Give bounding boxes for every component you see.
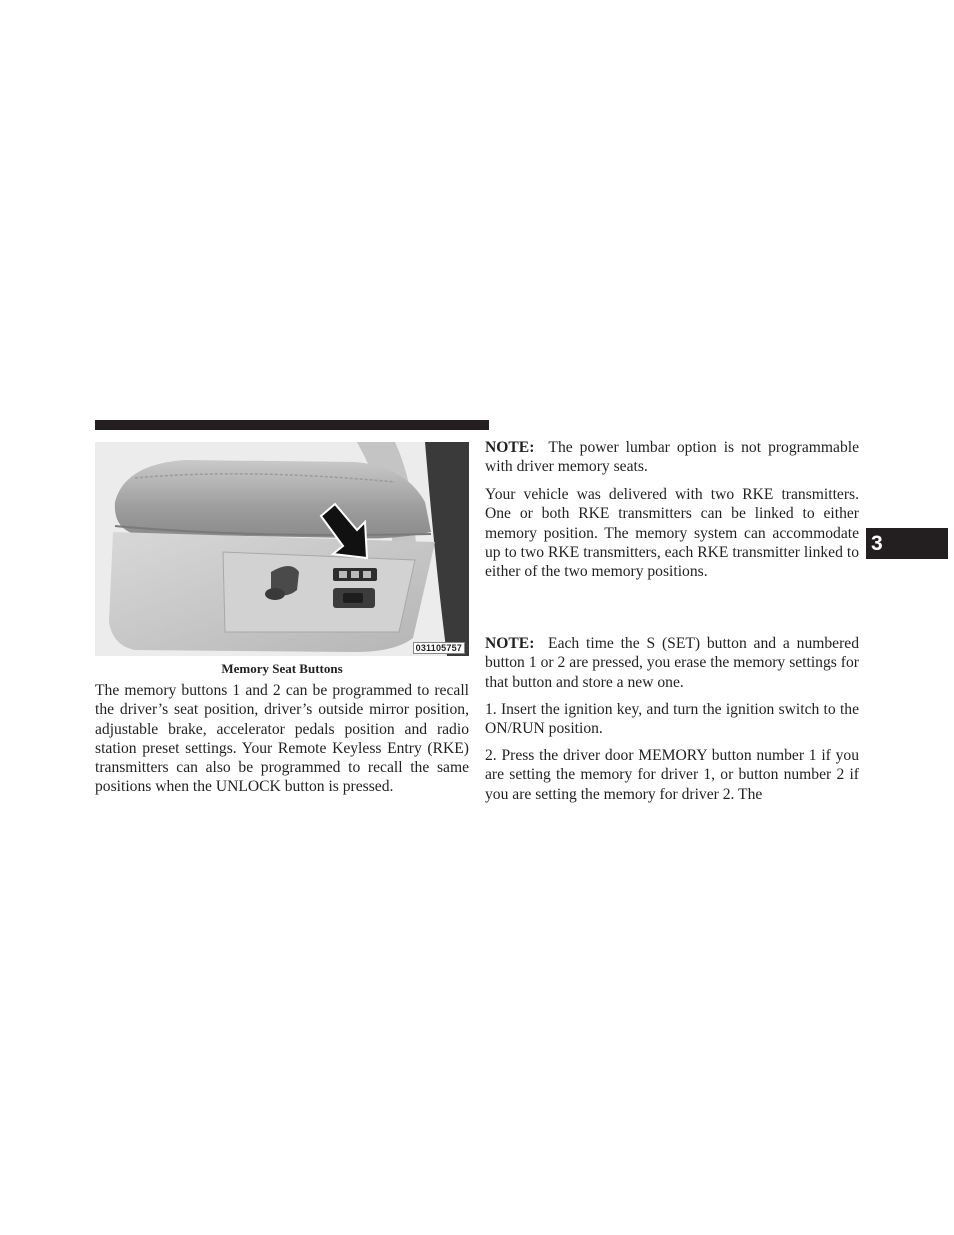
note-label: NOTE: (485, 635, 535, 652)
figure-caption: Memory Seat Buttons (221, 661, 343, 676)
seat-illustration (95, 442, 469, 656)
note-text: The power lumbar option is not programmable with driver memory seats. (485, 439, 859, 476)
memory-seat-figure (95, 442, 469, 656)
note-label: NOTE: (485, 439, 535, 456)
note-text: Each time the S (SET) button and a numbered button 1 or 2 are pressed, you erase the memory settings for that button and store a new one. (485, 635, 859, 691)
step-2: 2. Press the driver door MEMORY button number 1 if you are setting the memory for driver 1, or button number 2 if you are setting the memory for driver 2. The (485, 747, 859, 803)
note-set-button (485, 634, 859, 692)
figure-code: 031105757 (413, 642, 465, 654)
chapter-tab: 3 (866, 528, 948, 559)
rke-paragraph: Your vehicle was delivered with two RKE transmitters. One or both RKE transmitters can be linked to either memory position. The memory system can accommodate up to two RKE transmitters, each RKE transmitter linked to either of the two memory positions. (485, 486, 859, 581)
step-1: 1. Insert the ignition key, and turn the ignition switch to the ON/RUN position. (485, 701, 859, 738)
note-lumbar (485, 438, 859, 477)
section-rule (95, 420, 489, 430)
memory-buttons-paragraph: The memory buttons 1 and 2 can be programmed to recall the driver’s seat position, driver’s outside mirror position, adjustable brake, accelerator pedals position and radio station preset settings. Your Remote Keyless Entry (RKE) transmitters can also be programmed to recall the same positions when the UNLOCK button is pressed. (95, 682, 469, 796)
